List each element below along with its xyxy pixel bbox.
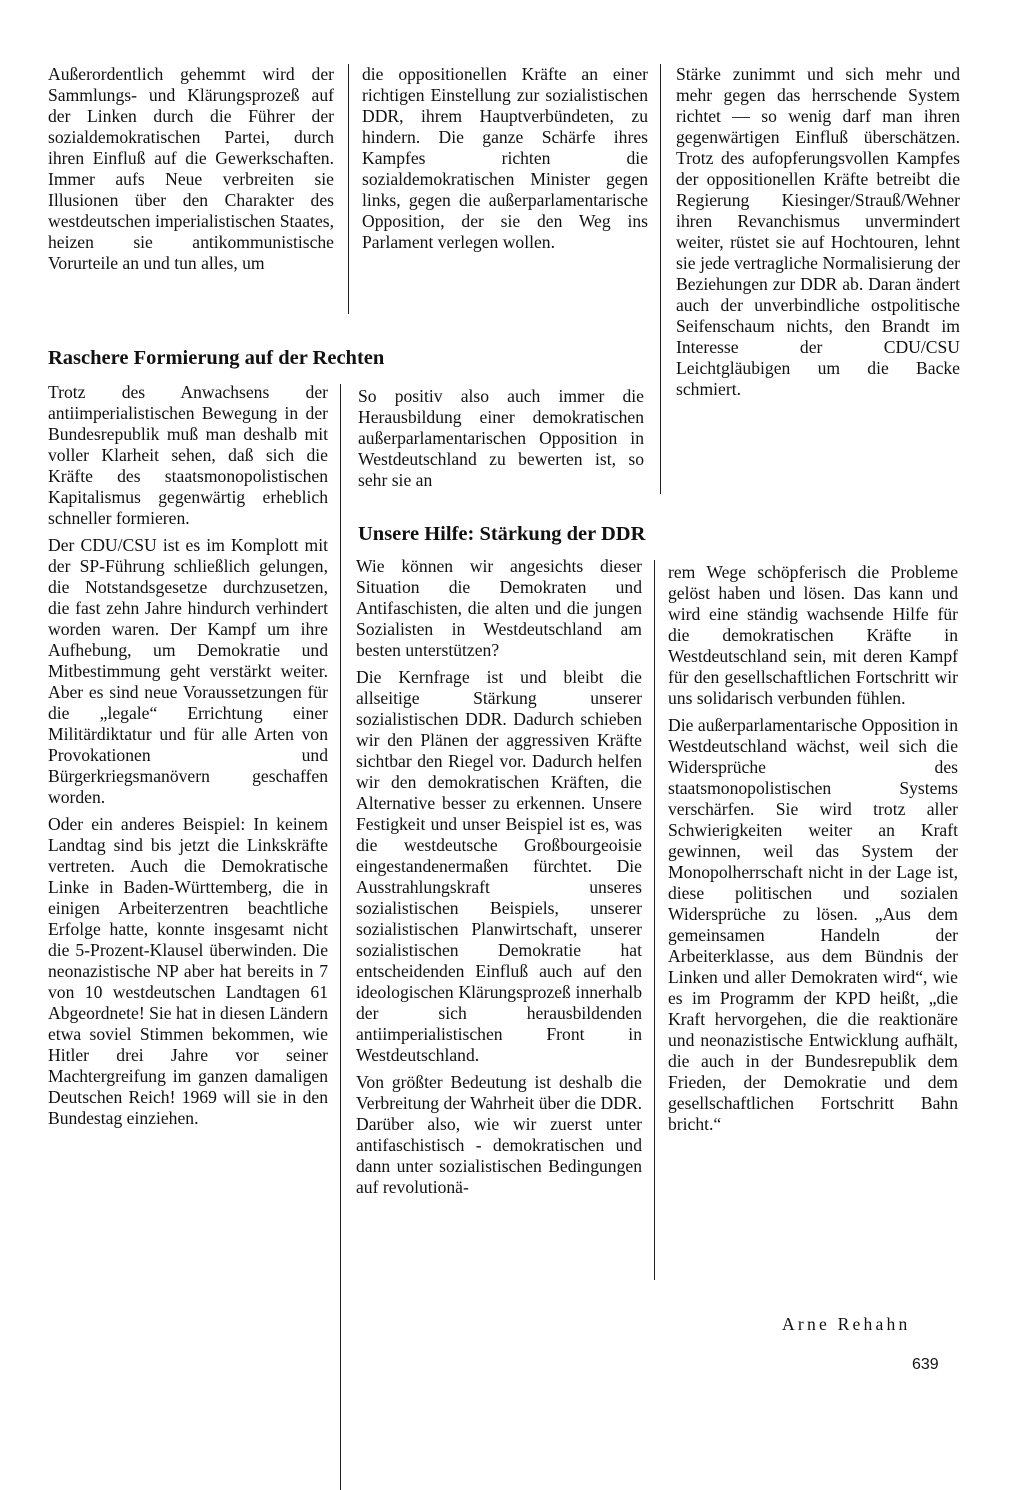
paragraph: Wie können wir angesichts dieser Situation die Demokraten und Antifaschisten, die alten und die jungen Sozialisten in Westdeutschland am besten unterstützen? [356,556,642,660]
paragraph: Die außerparlamentarische Opposition in Westdeutschland wächst, weil sich die Widersprüche des staatsmonopolistischen Systems verschärfen. Sie wird trotz aller Schwierigkeiten weiter an Kraft gewinnen, weil das System der Monopolherrschaft nicht in der Lage ist, diese politischen und sozialen Widersprüche zu lösen. „Aus dem gemeinsamen Handeln der Arbeiterklasse, aus dem Bündnis der Linken und aller Demokraten wird“, wie es im Programm der KPD heißt, „die Kraft hervorgehen, die die reaktionäre und neonazistische Entwicklung aufhält, die auch in der Bundesrepublik dem Frieden, der Demokratie und dem gesellschaftlichen Fortschritt Bahn bricht.“ [668,715,958,1134]
top-col1-text [48,64,334,278]
page-number: 639 [912,1356,939,1373]
section2-col2-text [356,556,642,1204]
paragraph: Die Kernfrage ist und bleibt die allseitige Stärkung unserer sozialistischen DDR. Dadurch schieben wir den Plänen der aggressiven Kräfte sichtbar den Riegel vor. Dadurch helfen wir den demokratischen Kräften, die Alternative besser zu erkennen. Unsere Festigkeit und unser Beispiel ist es, was die westdeutsche Großbourgeoisie eingestandenermaßen fürchtet. Die Ausstrahlungskraft unseres sozialistischen Beispiels, unserer sozialistischen Planwirtschaft, unserer sozialistischen Demokratie hat entscheidenden Einfluß auch auf den ideologischen Klärungsprozeß innerhalb der sich herausbildenden antiimperialistischen Front in Westdeutschland. [356,667,642,1065]
section1-col1-text [48,382,328,1135]
column-rule [660,64,661,494]
paragraph: So positiv also auch immer die Herausbildung einer demokratischen außerparlamentarischen Opposition in Westdeutschland zu bewerten ist, so sehr sie an [358,386,644,490]
author-signature: Arne Rehahn [782,1314,911,1334]
right-col-top-text [676,64,960,404]
paragraph: Oder ein anderes Beispiel: In keinem Landtag sind bis jetzt die Linkskräfte vertreten. Auch die Demokratische Linke in Baden-Württemberg, die in einigen Arbeiterzentren beachtliche Erfolge hatte, konnte insgesamt nicht die 5-Prozent-Klausel überwinden. Die neonazistische NP aber hat bereits in 7 von 10 westdeutschen Landtagen 61 Abgeordnete! Sie hat in diesen Ländern etwa soviel Stimmen bekommen, wie Hitler drei Jahre vor seiner Machtergreifung im ganzen damaligen Deutschen Reich! 1969 will sie in den Bundestag einziehen. [48,814,328,1128]
section2-col3-text [668,562,958,1141]
paragraph: Der CDU/CSU ist es im Komplott mit der SP-Führung schließlich gelungen, die Notstandsgesetze durchzusetzen, die fast zehn Jahre hindurch verhindert worden waren. Der Kampf um ihre Aufhebung, um Demokratie und Mitbestimmung geht verstärkt weiter. Aber es sind neue Voraussetzungen für die „legale“ Errichtung einer Militärdiktatur und für alle Arten von Provokationen und Bürgerkriegsmanövern geschaffen worden. [48,535,328,807]
section-heading: Raschere Formierung auf der Rechten [48,347,385,369]
paragraph: Außerordentlich gehemmt wird der Sammlungs- und Klärungsprozeß auf der Linken durch die Führer der sozialdemokratischen Partei, durch ihren Einfluß auf die Gewerkschaften. Immer aufs Neue verbreiten sie Illusionen über den Charakter des westdeutschen imperialistischen Staates, heizen sie antikommunistische Vorurteile an und tun alles, um [48,64,334,273]
paragraph: Von größter Bedeutung ist deshalb die Verbreitung der Wahrheit über die DDR. Darüber also, wie wir zuerst unter antifaschistisch - demokratischen und dann unter sozialistischen Bedingungen auf revolutionä- [356,1072,642,1197]
section1-col2-text [358,386,644,495]
paragraph: rem Wege schöpferisch die Probleme gelöst haben und lösen. Das kann und wird eine ständig wachsende Hilfe für die demokratischen Kräfte in Westdeutschland sein, mit deren Kampf für den gesellschaftlichen Fortschritt wir uns solidarisch verbunden fühlen. [668,562,958,708]
column-rule [348,64,349,314]
paragraph: die oppositionellen Kräfte an einer richtigen Einstellung zur sozialistischen DDR, ihrem Hauptverbündeten, zu hindern. Die ganze Schärfe ihres Kampfes richten die sozialdemokratischen Minister gegen links, gegen die außerparlamentarische Opposition, der sie den Weg ins Parlament verlegen wollen. [362,64,648,252]
top-col2-text [362,64,648,257]
paragraph: Trotz des Anwachsens der antiimperialistischen Bewegung in der Bundesrepublik muß man deshalb mit voller Klarheit sehen, daß sich die Kräfte des staatsmonopolistischen Kapitalismus gegenwärtig erheblich schneller formieren. [48,382,328,528]
section-heading: Unsere Hilfe: Stärkung der DDR [358,523,646,545]
paragraph: Stärke zunimmt und sich mehr und mehr gegen das herrschende System richtet — so wenig darf man ihren gegenwärtigen Einfluß überschätzen. Trotz des aufopferungsvollen Kampfes der oppositionellen Kräfte betreibt die Regierung Kiesinger/Strauß/Wehner ihren Revanchismus unvermindert weiter, rüstet sie auf Hochtouren, lehnt sie jede vertragliche Normalisierung der Beziehungen zur DDR ab. Daran ändert auch der unverbindliche ostpolitische Seifenschaum nichts, den Brandt im Interesse der CDU/CSU Leichtgläubigen um die Backe schmiert. [676,64,960,399]
column-rule [340,384,341,1490]
column-rule [654,560,655,1280]
